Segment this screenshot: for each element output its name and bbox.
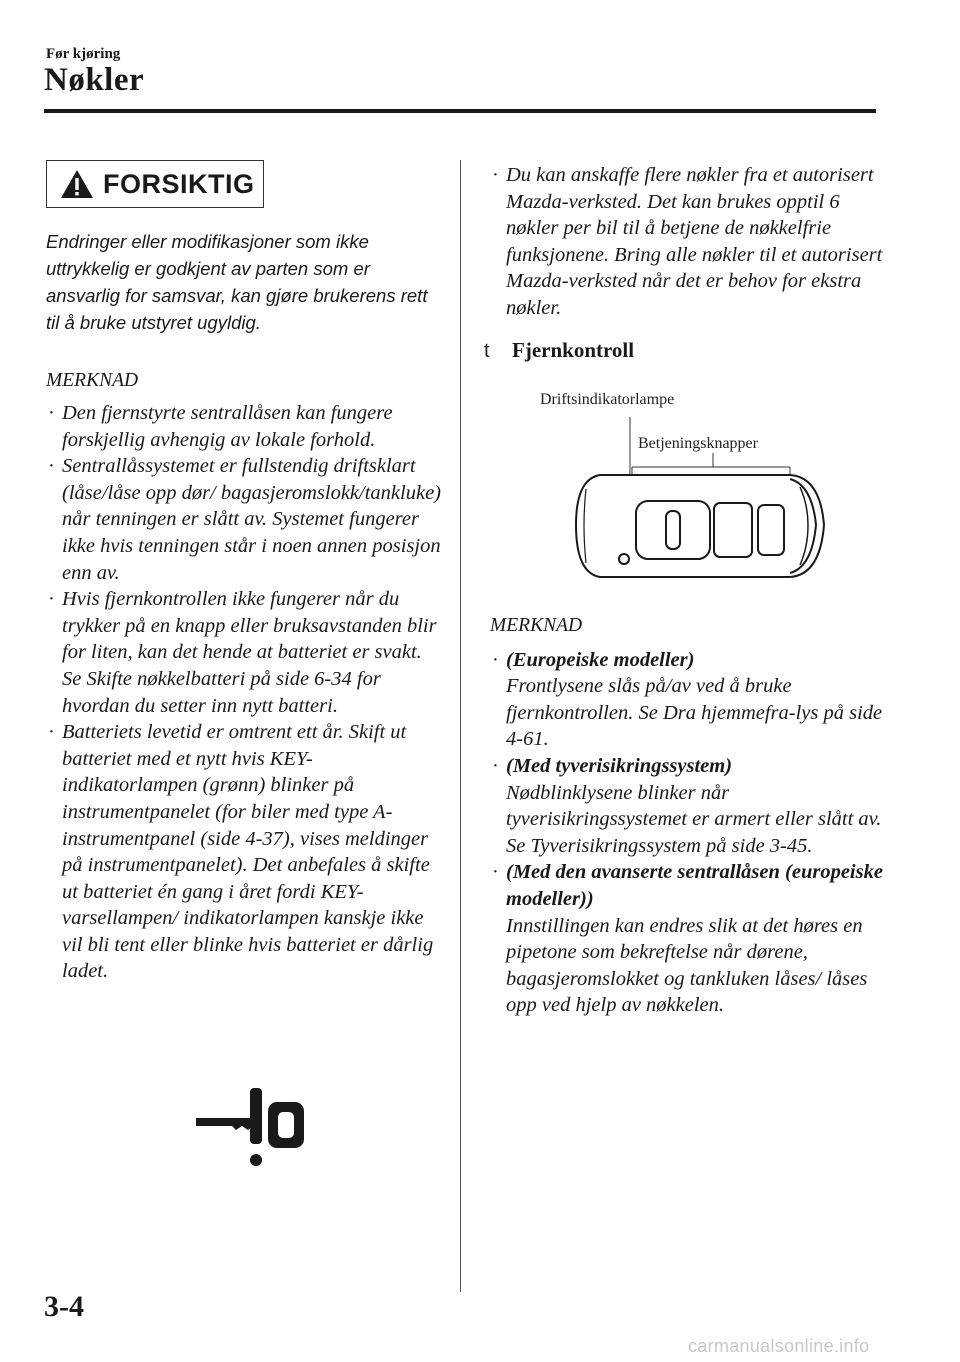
page-number: 3-4 (44, 1290, 84, 1323)
remote-figure (490, 375, 850, 605)
watermark: carmanualsonline.info (688, 1336, 870, 1356)
caution-text: Endringer eller modifikasjoner som ikke uttrykkelig er godkjent av parten som er ansvarlig for samsvar, kan gjøre brukerens rett til å bruke utstyret ugyldig. (46, 231, 428, 333)
caution-label: FORSIKTIG (103, 168, 255, 199)
column-divider (460, 160, 461, 1292)
subheading-marker: t (484, 339, 490, 362)
list-item: · Hvis fjernkontrollen ikke fungerer når du trykker på en knapp eller bruksavstanden blir for liten, kan det hende at batteriet er svakt. Se Skifte nøkkelbatteri på side 6-34 for hvordan du setter inn nytt batteri. (46, 586, 446, 719)
remote-key-fob-icon (490, 375, 850, 605)
intro-list (490, 162, 890, 322)
list-item: · Sentrallåssystemet er fullstendig driftsklart (låse/låse opp dør/ bagasjeromslokk/tankluke) når tenningen er slått av. Systemet fungerer ikke hvis tenningen står i noen annen posisjon enn av. (46, 453, 446, 586)
note-list (490, 647, 890, 1019)
note-title: (Med den avanserte sentrallåsen (europeiske modeller)) (506, 861, 883, 910)
list-item: · Den fjernstyrte sentrallåsen kan fungere forskjellig avhengig av lokale forhold. (46, 400, 446, 453)
right-column (484, 162, 890, 1019)
list-item: · Du kan anskaffe flere nøkler fra et autorisert Mazda-verksted. Det kan brukes opptil 6 nøkler per bil til å betjene de nøkkelfrie funksjonene. Bring alle nøkler til et autorisert Mazda-verksted når det er behov for ekstra nøkler. (490, 162, 890, 322)
note-list (46, 400, 446, 985)
note-title: (Europeiske modeller) (506, 648, 695, 671)
list-item (490, 859, 890, 1019)
caution-box (46, 160, 264, 208)
warning-triangle-icon (59, 168, 95, 200)
chapter-title: Nøkler (44, 62, 145, 98)
note-title: (Med tyverisikringssystem) (506, 754, 733, 777)
note-text: Frontlysene slås på/av ved å bruke fjernkontrollen. Se Dra hjemmefra-lys på side 4-61. (506, 675, 883, 751)
key-warning-icon (192, 1086, 308, 1172)
note-text: Innstillingen kan endres slik at det høres en pipetone som bekreftelse når dørene, bagasjeromslokket og tankluken låses/ låses opp ved hjelp av nøkkelen. (506, 914, 868, 1017)
note-heading: MERKNAD (490, 614, 583, 636)
header-rule (44, 109, 876, 113)
subheading (484, 337, 890, 363)
section-label: Før kjøring (46, 46, 121, 62)
list-item (490, 647, 890, 753)
list-item: · Batteriets levetid er omtrent ett år. Skift ut batteriet med et nytt hvis KEY-indikatorlampen (grønn) blinker på instrumentpanelet (for biler med type A-instrumentpanel (side 4-37), vises meldinger på instrumentpanelet). Det anbefales å skifte ut batteriet én gang i året fordi KEY-varsellampen/ indikatorlampen kanskje ikke vil bli tent eller blinke hvis batteriet er dårlig ladet. (46, 719, 446, 985)
note-heading: MERKNAD (46, 370, 139, 391)
label-indicator-lamp: Driftsindikatorlampe (540, 390, 675, 408)
label-control-buttons: Betjeningsknapper (638, 434, 758, 452)
note-text: Nødblinklysene blinker når tyverisikringssystemet er armert eller slått av. Se Tyverisikringssystem på side 3-45. (506, 781, 882, 857)
subheading-text: Fjernkontroll (512, 337, 635, 362)
list-item (490, 753, 890, 859)
left-column (46, 160, 446, 985)
